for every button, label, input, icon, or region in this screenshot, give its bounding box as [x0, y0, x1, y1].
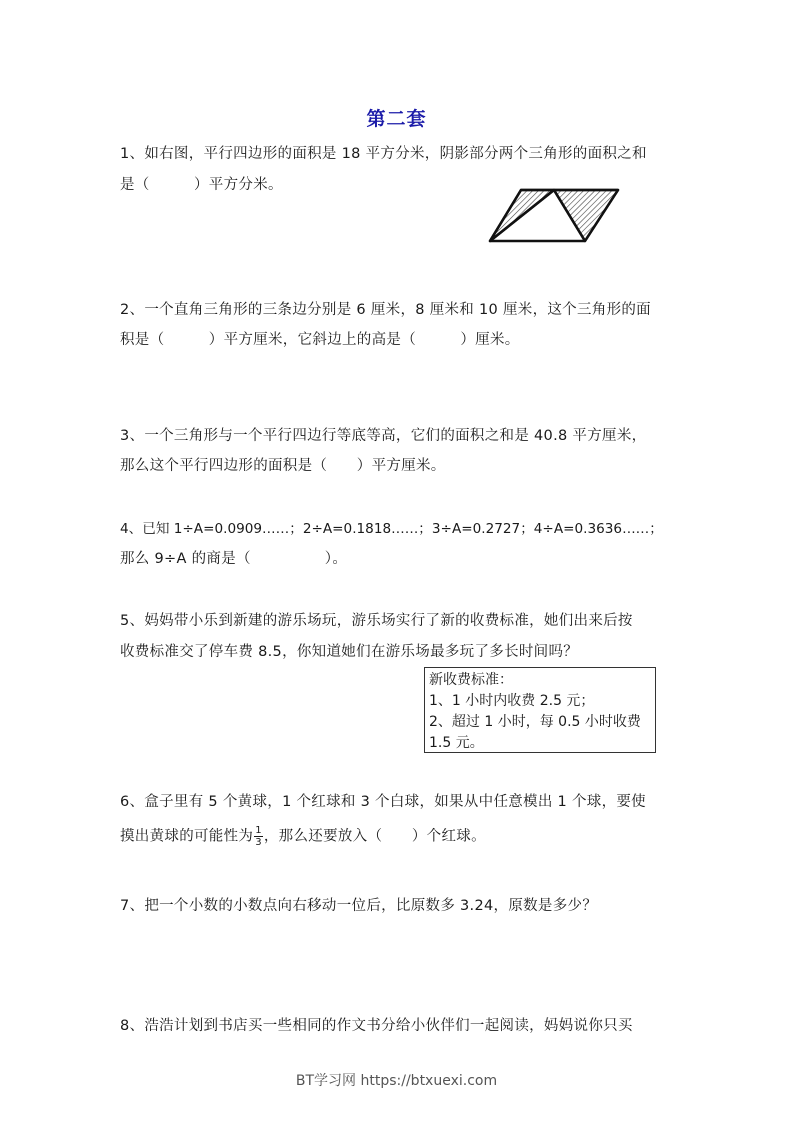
question-2-line-2: 积是（ ）平方厘米，它斜边上的高是（ ）厘米。	[120, 332, 520, 348]
question-3-line-1: 3、一个三角形与一个平行四边行等底等高，它们的面积之和是 40.8 平方厘米，	[120, 428, 647, 444]
question-1-line-1: 1、如右图，平行四边形的面积是 18 平方分米，阴影部分两个三角形的面积之和	[120, 146, 647, 162]
fraction-numerator: 1	[255, 825, 262, 836]
fee-box-rule-1: 1、1 小时内收费 2.5 元；	[429, 693, 595, 709]
fee-box-rule-2: 2、超过 1 小时，每 0.5 小时收费	[429, 714, 641, 730]
footer-watermark: BT学习网 https://btxuexi.com	[295, 1073, 498, 1089]
fraction-one-third	[254, 825, 263, 848]
question-4-line-1: 4、已知 1÷A=0.0909……；2÷A=0.1818……；3÷A=0.2727；4÷A=0.3636……；	[120, 521, 663, 537]
question-4-line-2: 那么 9÷A 的商是（ ）。	[120, 551, 348, 567]
question-7-line-1: 7、把一个小数的小数点向右移动一位后，比原数多 3.24，原数是多少？	[120, 898, 598, 914]
question-5-line-1: 5、妈妈带小乐到新建的游乐场玩，游乐场实行了新的收费标准，她们出来后按	[120, 613, 633, 629]
question-6-line-2-before: 摸出黄球的可能性为	[120, 828, 254, 845]
fee-box-heading: 新收费标准：	[429, 672, 513, 688]
page-title: 第二套	[366, 108, 427, 130]
question-2-line-1: 2、一个直角三角形的三条边分别是 6 厘米，8 厘米和 10 厘米，这个三角形的面	[120, 302, 651, 318]
question-6-line-2-after: ，那么还要放入（ ）个红球。	[263, 828, 486, 845]
parallelogram-figure	[486, 186, 626, 252]
fraction-denominator: 3	[255, 837, 262, 848]
question-3-line-2: 那么这个平行四边形的面积是（ ）平方厘米。	[120, 458, 446, 474]
question-8-line-1: 8、浩浩计划到书店买一些相同的作文书分给小伙伴们一起阅读，妈妈说你只买	[120, 1018, 633, 1034]
fee-standard-box	[424, 667, 656, 753]
question-1-line-2: 是（ ）平方分米。	[120, 177, 283, 193]
question-5-line-2: 收费标准交了停车费 8.5，你知道她们在游乐场最多玩了多长时间吗？	[120, 644, 579, 660]
question-6-line-2	[120, 825, 486, 848]
question-6-line-1: 6、盒子里有 5 个黄球，1 个红球和 3 个白球，如果从中任意模出 1 个球，要使	[120, 794, 646, 810]
parallelogram-shaded-triangles-icon	[486, 186, 626, 248]
fee-box-rule-2-cont: 1.5 元。	[429, 735, 484, 751]
